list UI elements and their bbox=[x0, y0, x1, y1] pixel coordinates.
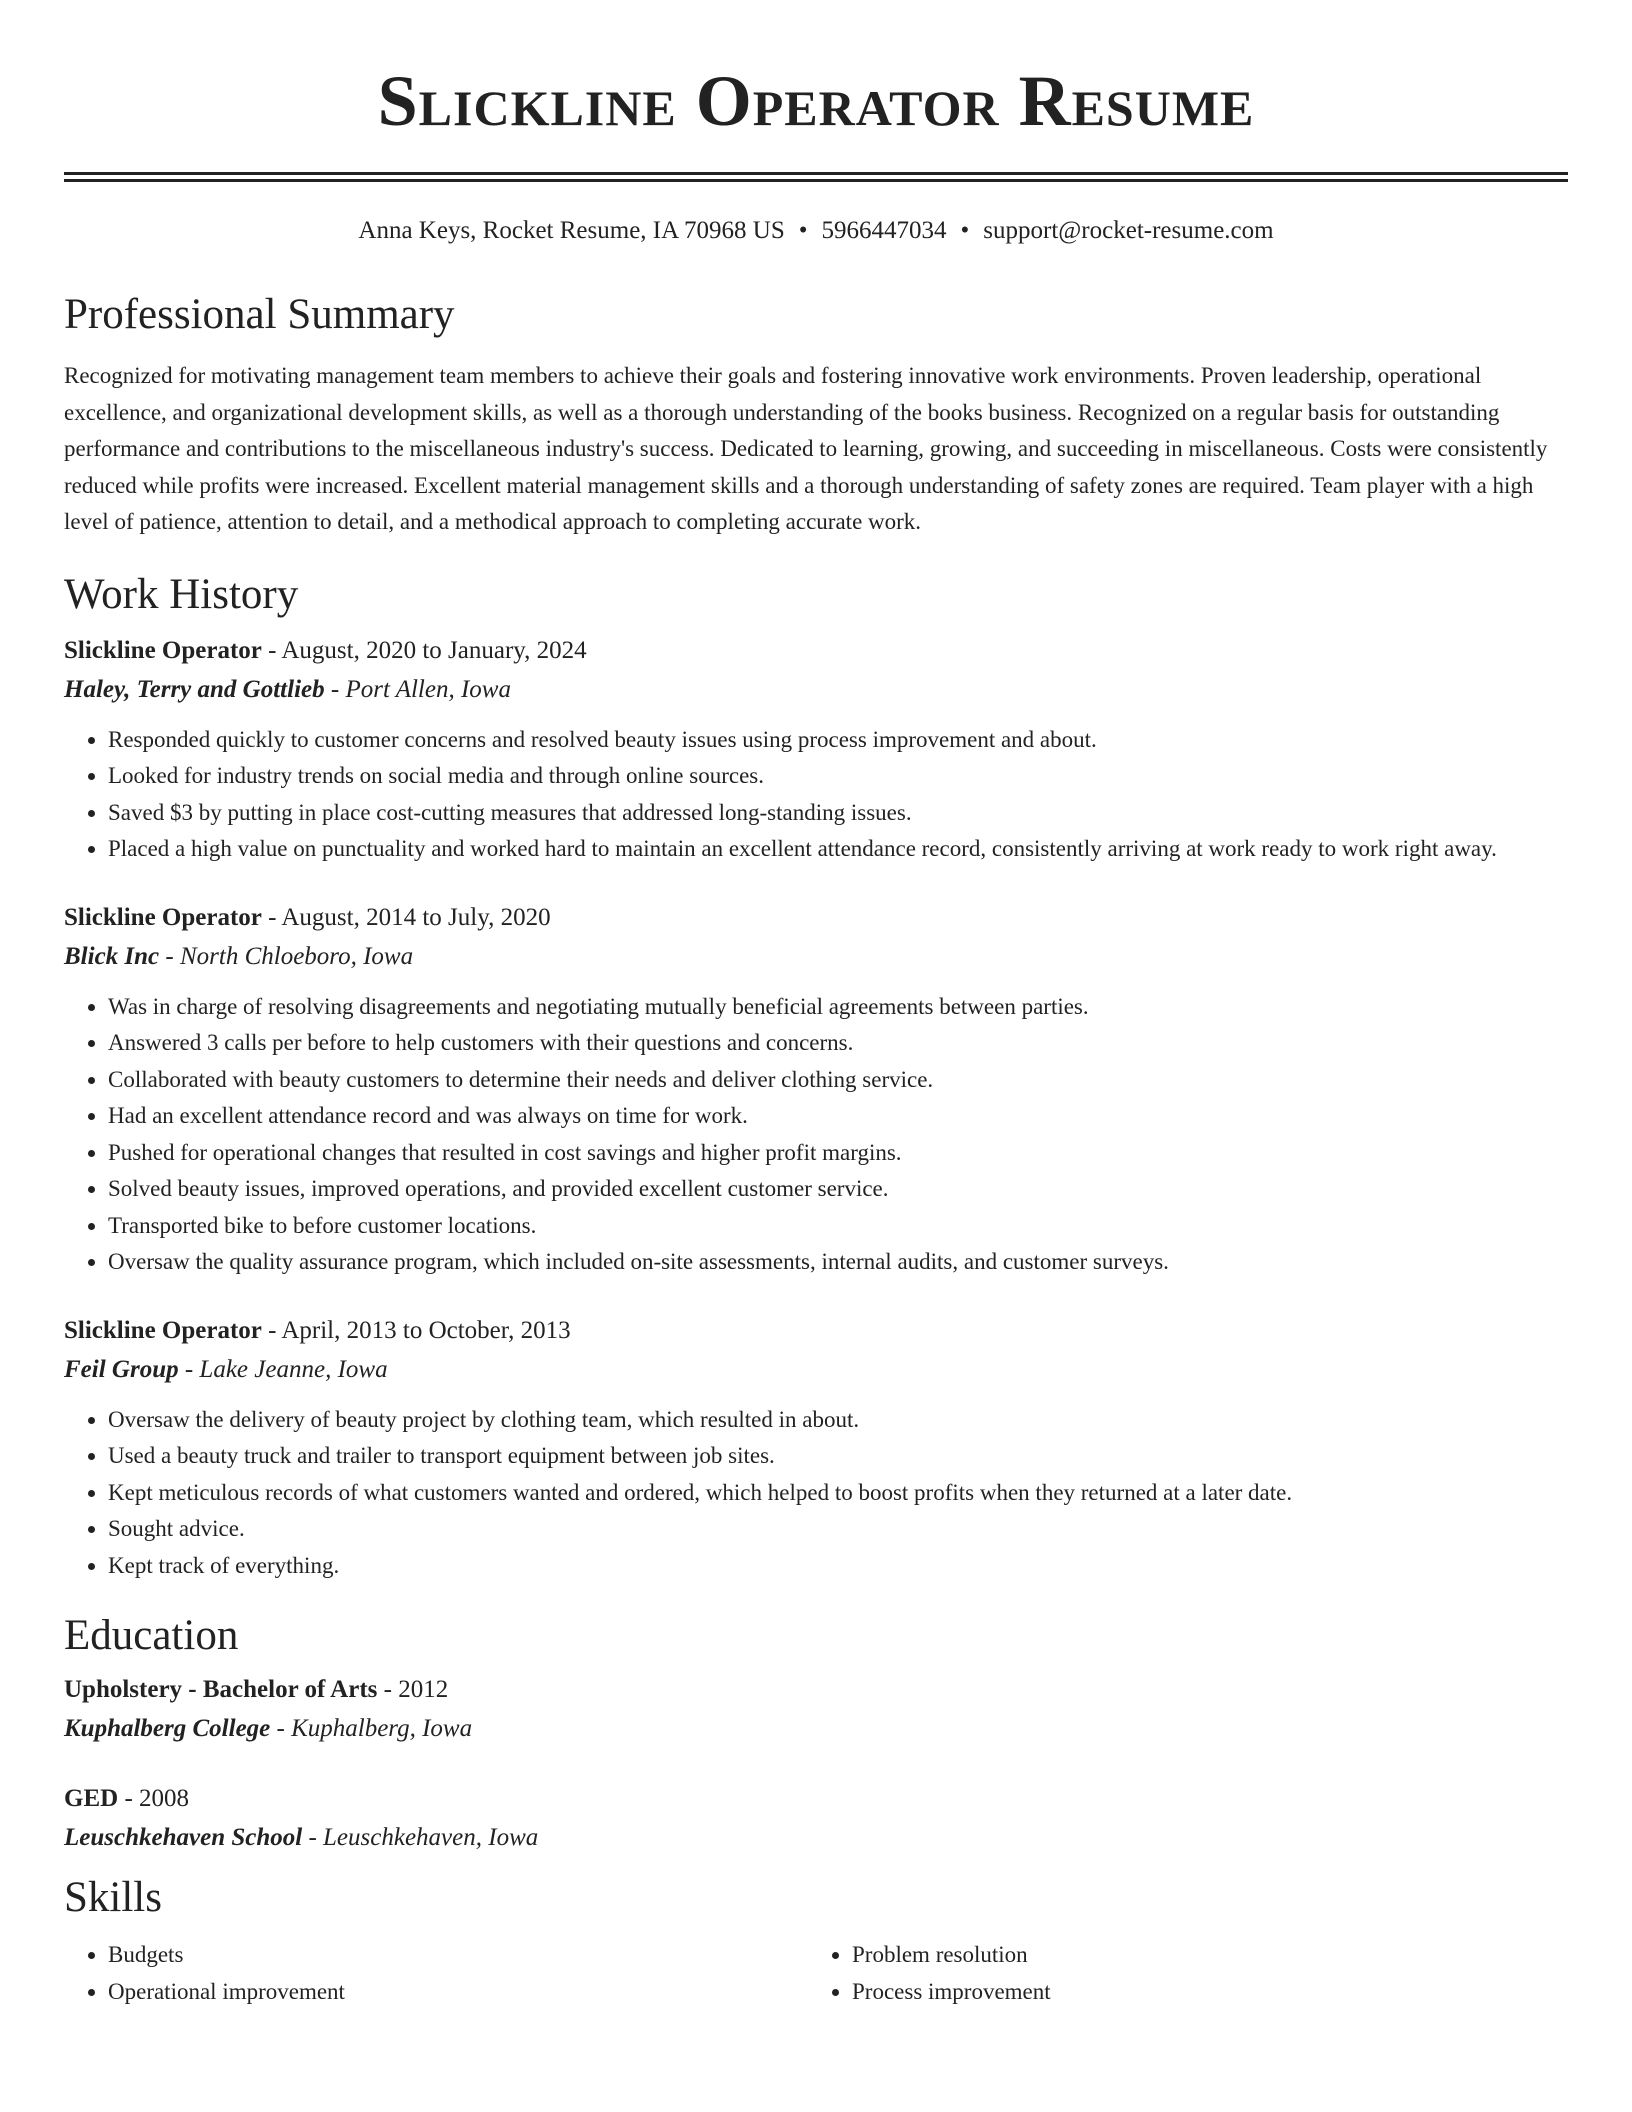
job-dates: - April, 2013 to October, 2013 bbox=[261, 1316, 571, 1344]
summary-section bbox=[64, 289, 1568, 541]
contact-line bbox=[64, 215, 1568, 247]
list-item: • Collaborated with beauty customers to determine their needs and deliver clothing service. bbox=[108, 1062, 1568, 1099]
employer-name: Feil Group bbox=[64, 1355, 179, 1383]
job-dates: - August, 2020 to January, 2024 bbox=[261, 636, 587, 664]
list-item: • Process improvement bbox=[852, 1974, 1568, 2011]
contact-phone: 5966447034 bbox=[821, 217, 947, 244]
work-history-section bbox=[64, 569, 1568, 1585]
education-heading: Education bbox=[64, 1612, 239, 1660]
list-item: • Answered 3 calls per before to help customers with their questions and concerns. bbox=[108, 1025, 1568, 1062]
education-section bbox=[64, 1610, 1568, 1854]
employer-location: - Port Allen, Iowa bbox=[324, 675, 511, 703]
summary-heading: Professional Summary bbox=[64, 291, 455, 338]
list-item: • Kept meticulous records of what customers wanted and ordered, which helped to boost profits when they returned at a later date. bbox=[108, 1475, 1568, 1512]
list-item: • Looked for industry trends on social media and through online sources. bbox=[108, 758, 1568, 795]
list-item: • Operational improvement bbox=[108, 1974, 808, 2011]
employer-name: Blick Inc bbox=[64, 942, 160, 970]
school-name: Kuphalberg College bbox=[64, 1715, 271, 1743]
contact-separator: • bbox=[798, 217, 808, 244]
list-item: • Was in charge of resolving disagreements and negotiating mutually beneficial agreements between parties. bbox=[108, 989, 1568, 1026]
job-title: Slickline Operator bbox=[64, 903, 262, 931]
employer-location: - Lake Jeanne, Iowa bbox=[178, 1355, 388, 1383]
page-title: Slickline Operator Resume bbox=[377, 61, 1255, 141]
job-title-line bbox=[64, 902, 1568, 934]
job-title: Slickline Operator bbox=[64, 1316, 262, 1344]
job-bullets bbox=[64, 722, 1568, 868]
list-item: • Saved $3 by putting in place cost-cutting measures that addressed long-standing issues. bbox=[108, 795, 1568, 832]
school-line bbox=[64, 1713, 1568, 1745]
list-item: • Responded quickly to customer concerns and resolved beauty issues using process improvement and about. bbox=[108, 722, 1568, 759]
degree-name: GED bbox=[64, 1785, 119, 1813]
list-item: • Transported bike to before customer locations. bbox=[108, 1208, 1568, 1245]
list-item: • Solved beauty issues, improved operations, and provided excellent customer service. bbox=[108, 1171, 1568, 1208]
school-line bbox=[64, 1822, 1568, 1854]
title-divider bbox=[64, 172, 1568, 182]
job-title-line bbox=[64, 635, 1568, 667]
degree-year: - 2012 bbox=[377, 1676, 449, 1704]
employer-name: Haley, Terry and Gottlieb bbox=[64, 675, 325, 703]
degree-line bbox=[64, 1783, 1568, 1815]
summary-text: Recognized for motivating management team members to achieve their goals and fostering innovative work environments. Proven leadership, operational excellence, and organizational development skills, as well as a thorough understanding of the books business. Recognized on a regular basis for outstanding performance and contributions to the miscellaneous industry's success. Dedicated to learning, growing, and succeeding in miscellaneous. Costs were consistently reduced while profits were increased. Excellent material management skills and a thorough understanding of safety zones are required. Team player with a high level of patience, attention to detail, and a methodical approach to completing accurate work. bbox=[64, 363, 1548, 535]
employer-line bbox=[64, 674, 1568, 706]
list-item: • Pushed for operational changes that resulted in cost savings and higher profit margins. bbox=[108, 1135, 1568, 1172]
list-item: • Placed a high value on punctuality and worked hard to maintain an excellent attendance record, consistently arriving at work ready to work right away. bbox=[108, 831, 1568, 868]
list-item: • Sought advice. bbox=[108, 1511, 1568, 1548]
degree-name: Upholstery - Bachelor of Arts bbox=[64, 1676, 378, 1704]
contact-separator: • bbox=[960, 217, 970, 244]
skills-grid bbox=[64, 1937, 1568, 2010]
degree-line bbox=[64, 1674, 1568, 1706]
employer-line bbox=[64, 941, 1568, 973]
skills-section bbox=[64, 1872, 1568, 2010]
job-dates: - August, 2014 to July, 2020 bbox=[261, 903, 551, 931]
school-name: Leuschkehaven School bbox=[64, 1824, 303, 1852]
employer-location: - North Chloeboro, Iowa bbox=[159, 942, 414, 970]
job-entry bbox=[64, 635, 1568, 868]
list-item: • Used a beauty truck and trailer to transport equipment between job sites. bbox=[108, 1438, 1568, 1475]
job-bullets bbox=[64, 989, 1568, 1281]
list-item: • Budgets bbox=[108, 1937, 808, 1974]
list-item: • Had an excellent attendance record and was always on time for work. bbox=[108, 1098, 1568, 1135]
list-item: • Problem resolution bbox=[852, 1937, 1568, 1974]
skills-heading: Skills bbox=[64, 1874, 162, 1922]
school-location: - Leuschkehaven, Iowa bbox=[302, 1824, 539, 1852]
job-bullets bbox=[64, 1402, 1568, 1585]
list-item: • Oversaw the quality assurance program, which included on-site assessments, internal audits, and customer surveys. bbox=[108, 1244, 1568, 1281]
degree-year: - 2008 bbox=[118, 1785, 190, 1813]
school-location: - Kuphalberg, Iowa bbox=[270, 1715, 473, 1743]
list-item: • Kept track of everything. bbox=[108, 1548, 1568, 1585]
skills-list-right bbox=[808, 1937, 1568, 2010]
skills-list-left bbox=[64, 1937, 808, 2010]
employer-line bbox=[64, 1354, 1568, 1386]
job-title-line bbox=[64, 1315, 1568, 1347]
list-item: • Oversaw the delivery of beauty project by clothing team, which resulted in about. bbox=[108, 1402, 1568, 1439]
work-history-heading: Work History bbox=[64, 570, 299, 618]
education-entry bbox=[64, 1674, 1568, 1745]
job-title: Slickline Operator bbox=[64, 636, 262, 664]
job-entry bbox=[64, 902, 1568, 1281]
education-entry bbox=[64, 1783, 1568, 1854]
contact-email: support@rocket-resume.com bbox=[983, 217, 1274, 244]
contact-address: Anna Keys, Rocket Resume, IA 70968 US bbox=[358, 217, 785, 244]
job-entry bbox=[64, 1315, 1568, 1585]
